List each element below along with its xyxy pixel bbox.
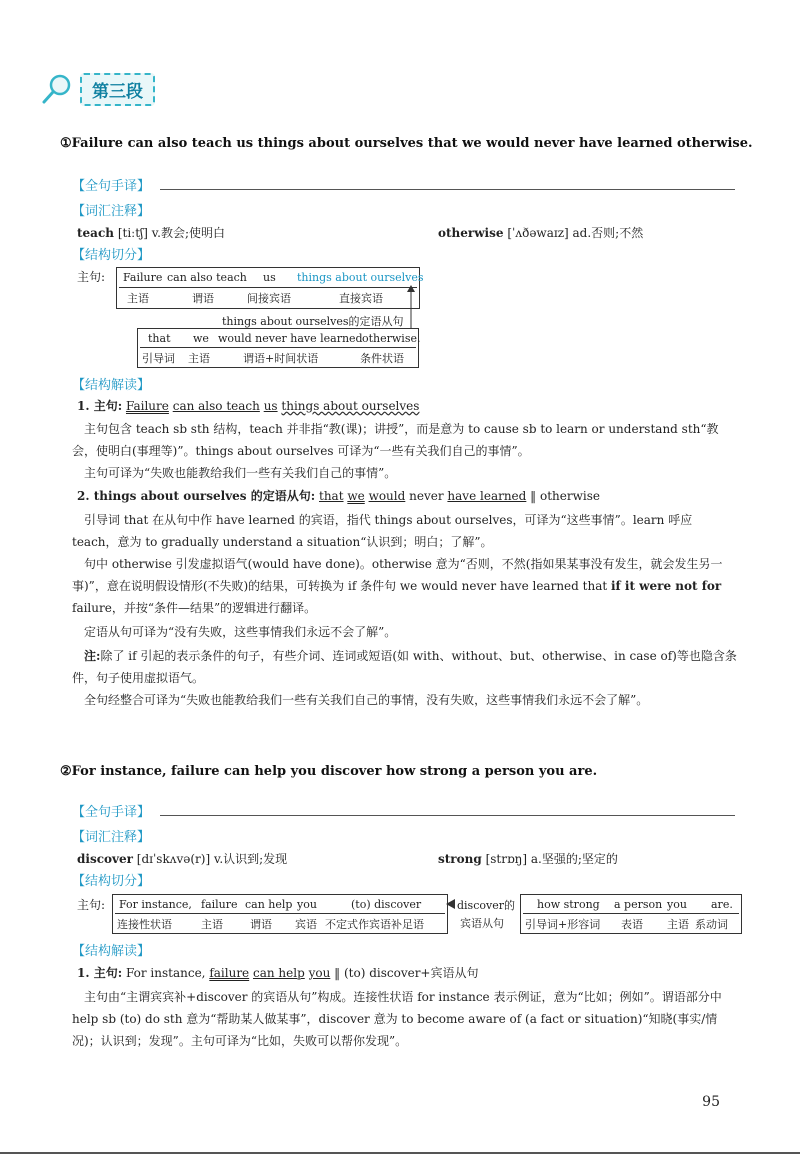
role: 谓语+时间状语 — [243, 352, 319, 365]
link-word: discover的 — [457, 899, 515, 912]
vocab-otherwise: otherwise [ˈʌðəwaɪz] ad.否则;不然 — [438, 226, 644, 240]
word: can also teach — [167, 271, 247, 284]
role: 不定式作宾语补足语 — [325, 918, 424, 931]
role: 主语 — [188, 352, 210, 365]
clause-box-1 — [137, 328, 419, 368]
word: (to) discover — [351, 898, 422, 911]
role: 谓语 — [192, 292, 214, 305]
role: 主语 — [667, 918, 689, 931]
main-clause-label-1: 主句: — [77, 270, 106, 284]
vocab-discover: discover [dɪˈskʌvə(r)] v.认识到;发现 — [77, 852, 288, 866]
tag-vocab-1: 【词汇注释】 — [72, 204, 151, 219]
role: 谓语 — [250, 918, 272, 931]
section-header — [40, 72, 155, 106]
word: otherwise. — [362, 332, 421, 345]
tag-structure-2: 【结构切分】 — [72, 874, 151, 889]
paragraph: 主句包含 teach sb sth 结构，teach 并非指“教(课)；讲授”，而是意为 to cause sb to learn or understand sth“教会，使明白(事理等)”。things about ourselves 可译为“一些有关我们自己的事情”。 — [72, 422, 719, 458]
word: us — [263, 271, 276, 284]
vocab-teach: teach [tiːtʃ] v.教会;使明白 — [77, 226, 225, 240]
word: you — [667, 898, 687, 911]
bottom-rule — [0, 1152, 800, 1154]
translation-line-2 — [160, 815, 735, 816]
role: 系动词 — [695, 918, 728, 931]
paragraph: 定语从句可译为“没有失败，这些事情我们永远不会了解”。 — [84, 625, 397, 639]
paragraph: 全句经整合可译为“失败也能教给我们一些有关我们自己的事情，没有失败，这些事情我们永远不会了解”。 — [84, 693, 649, 707]
tag-translation-2: 【全句手译】 — [72, 805, 151, 820]
main-clause-label-2: 主句: — [77, 898, 106, 912]
tag-analysis-2: 【结构解读】 — [72, 944, 151, 959]
divider — [140, 347, 416, 348]
role: 宾语 — [295, 918, 317, 931]
role: 表语 — [621, 918, 643, 931]
role: 条件状语 — [360, 352, 404, 365]
role: 间接宾语 — [247, 292, 291, 305]
point-1-heading: 1. 主句: Failure can also teach us things about ourselves — [77, 399, 420, 413]
word: For instance, — [119, 898, 192, 911]
tag-translation-1: 【全句手译】 — [72, 179, 151, 194]
word: you — [297, 898, 317, 911]
magnifier-icon — [40, 72, 74, 106]
word: that — [148, 332, 171, 345]
divider — [119, 287, 417, 288]
page-number: 95 — [702, 1094, 720, 1110]
tag-analysis-1: 【结构解读】 — [72, 378, 151, 393]
link-role: 宾语从句 — [460, 917, 504, 930]
word: are. — [711, 898, 733, 911]
role: 直接宾语 — [339, 292, 383, 305]
word-highlight: things about ourselves — [297, 271, 424, 284]
point-2-heading: 2. things about ourselves 的定语从句: that we would never have learned ‖ otherwise — [77, 489, 600, 503]
point-1-heading-2: 1. 主句: For instance, failure can help you ‖ (to) discover+宾语从句 — [77, 966, 479, 980]
sentence-1: ①Failure can also teach us things about ourselves that we would never have learned otherwise. — [60, 136, 753, 151]
tag-structure-1: 【结构切分】 — [72, 248, 151, 263]
main-clause-box-2 — [112, 894, 448, 934]
paragraph: 引导词 that 在从句中作 have learned 的宾语，指代 things about ourselves，可译为“这些事情”。learn 呼应 teach，意为 to gradually understand a situation“认识到；明白；了解”。 — [72, 513, 693, 549]
sentence-2: ②For instance, failure can help you discover how strong a person you are. — [60, 764, 598, 779]
role: 主语 — [127, 292, 149, 305]
word: Failure — [123, 271, 163, 284]
arrow-up-icon — [404, 285, 418, 333]
word: we — [193, 332, 209, 345]
paragraph-note: 注:除了 if 引起的表示条件的句子，有些介词、连词或短语(如 with、without、but、otherwise、in case of)等也隐含条件，句子使用虚拟语气。 — [72, 649, 737, 685]
clause-box-2 — [520, 894, 742, 934]
word: failure — [201, 898, 238, 911]
paragraph: 主句可译为“失败也能教给我们一些有关我们自己的事情”。 — [84, 466, 397, 480]
word: can help — [245, 898, 293, 911]
role: 引导词+形容词 — [525, 918, 601, 931]
word: would never have learned — [218, 332, 363, 345]
vocab-strong: strong [strɒŋ] a.坚强的;坚定的 — [438, 852, 618, 866]
divider — [115, 913, 445, 914]
word: a person — [614, 898, 663, 911]
link-label — [457, 894, 515, 932]
translation-line-1 — [160, 189, 735, 190]
paragraph: 句中 otherwise 引发虚拟语气(would have done)。otherwise 意为“否则，不然(指如果某事没有发生，就会发生另一事)”，意在说明假设情形(不失败)的结果，可转换为 if 条件句 we would never have learned that if it were not for failure，并按“条件—结果”的逻辑进行翻译。 — [72, 557, 723, 615]
tag-vocab-2: 【词汇注释】 — [72, 830, 151, 845]
divider — [523, 913, 739, 914]
clause-label-1: things about ourselves的定语从句 — [222, 315, 404, 328]
role: 主语 — [201, 918, 223, 931]
main-clause-box-1 — [116, 267, 424, 309]
section-title: 第三段 — [80, 73, 155, 106]
paragraph: 主句由“主谓宾宾补+discover 的宾语从句”构成。连接性状语 for instance 表示例证，意为“比如；例如”。谓语部分中 help sb (to) do sth 意为“帮助某人做某事”，discover 意为 to become aware of (a fact or situation)“知晓(事实/情况)；认识到；发现”。主句可译为“比如，失败可以帮你发现”。 — [72, 990, 722, 1048]
word: how strong — [537, 898, 600, 911]
role: 引导词 — [142, 352, 175, 365]
role: 连接性状语 — [117, 918, 172, 931]
